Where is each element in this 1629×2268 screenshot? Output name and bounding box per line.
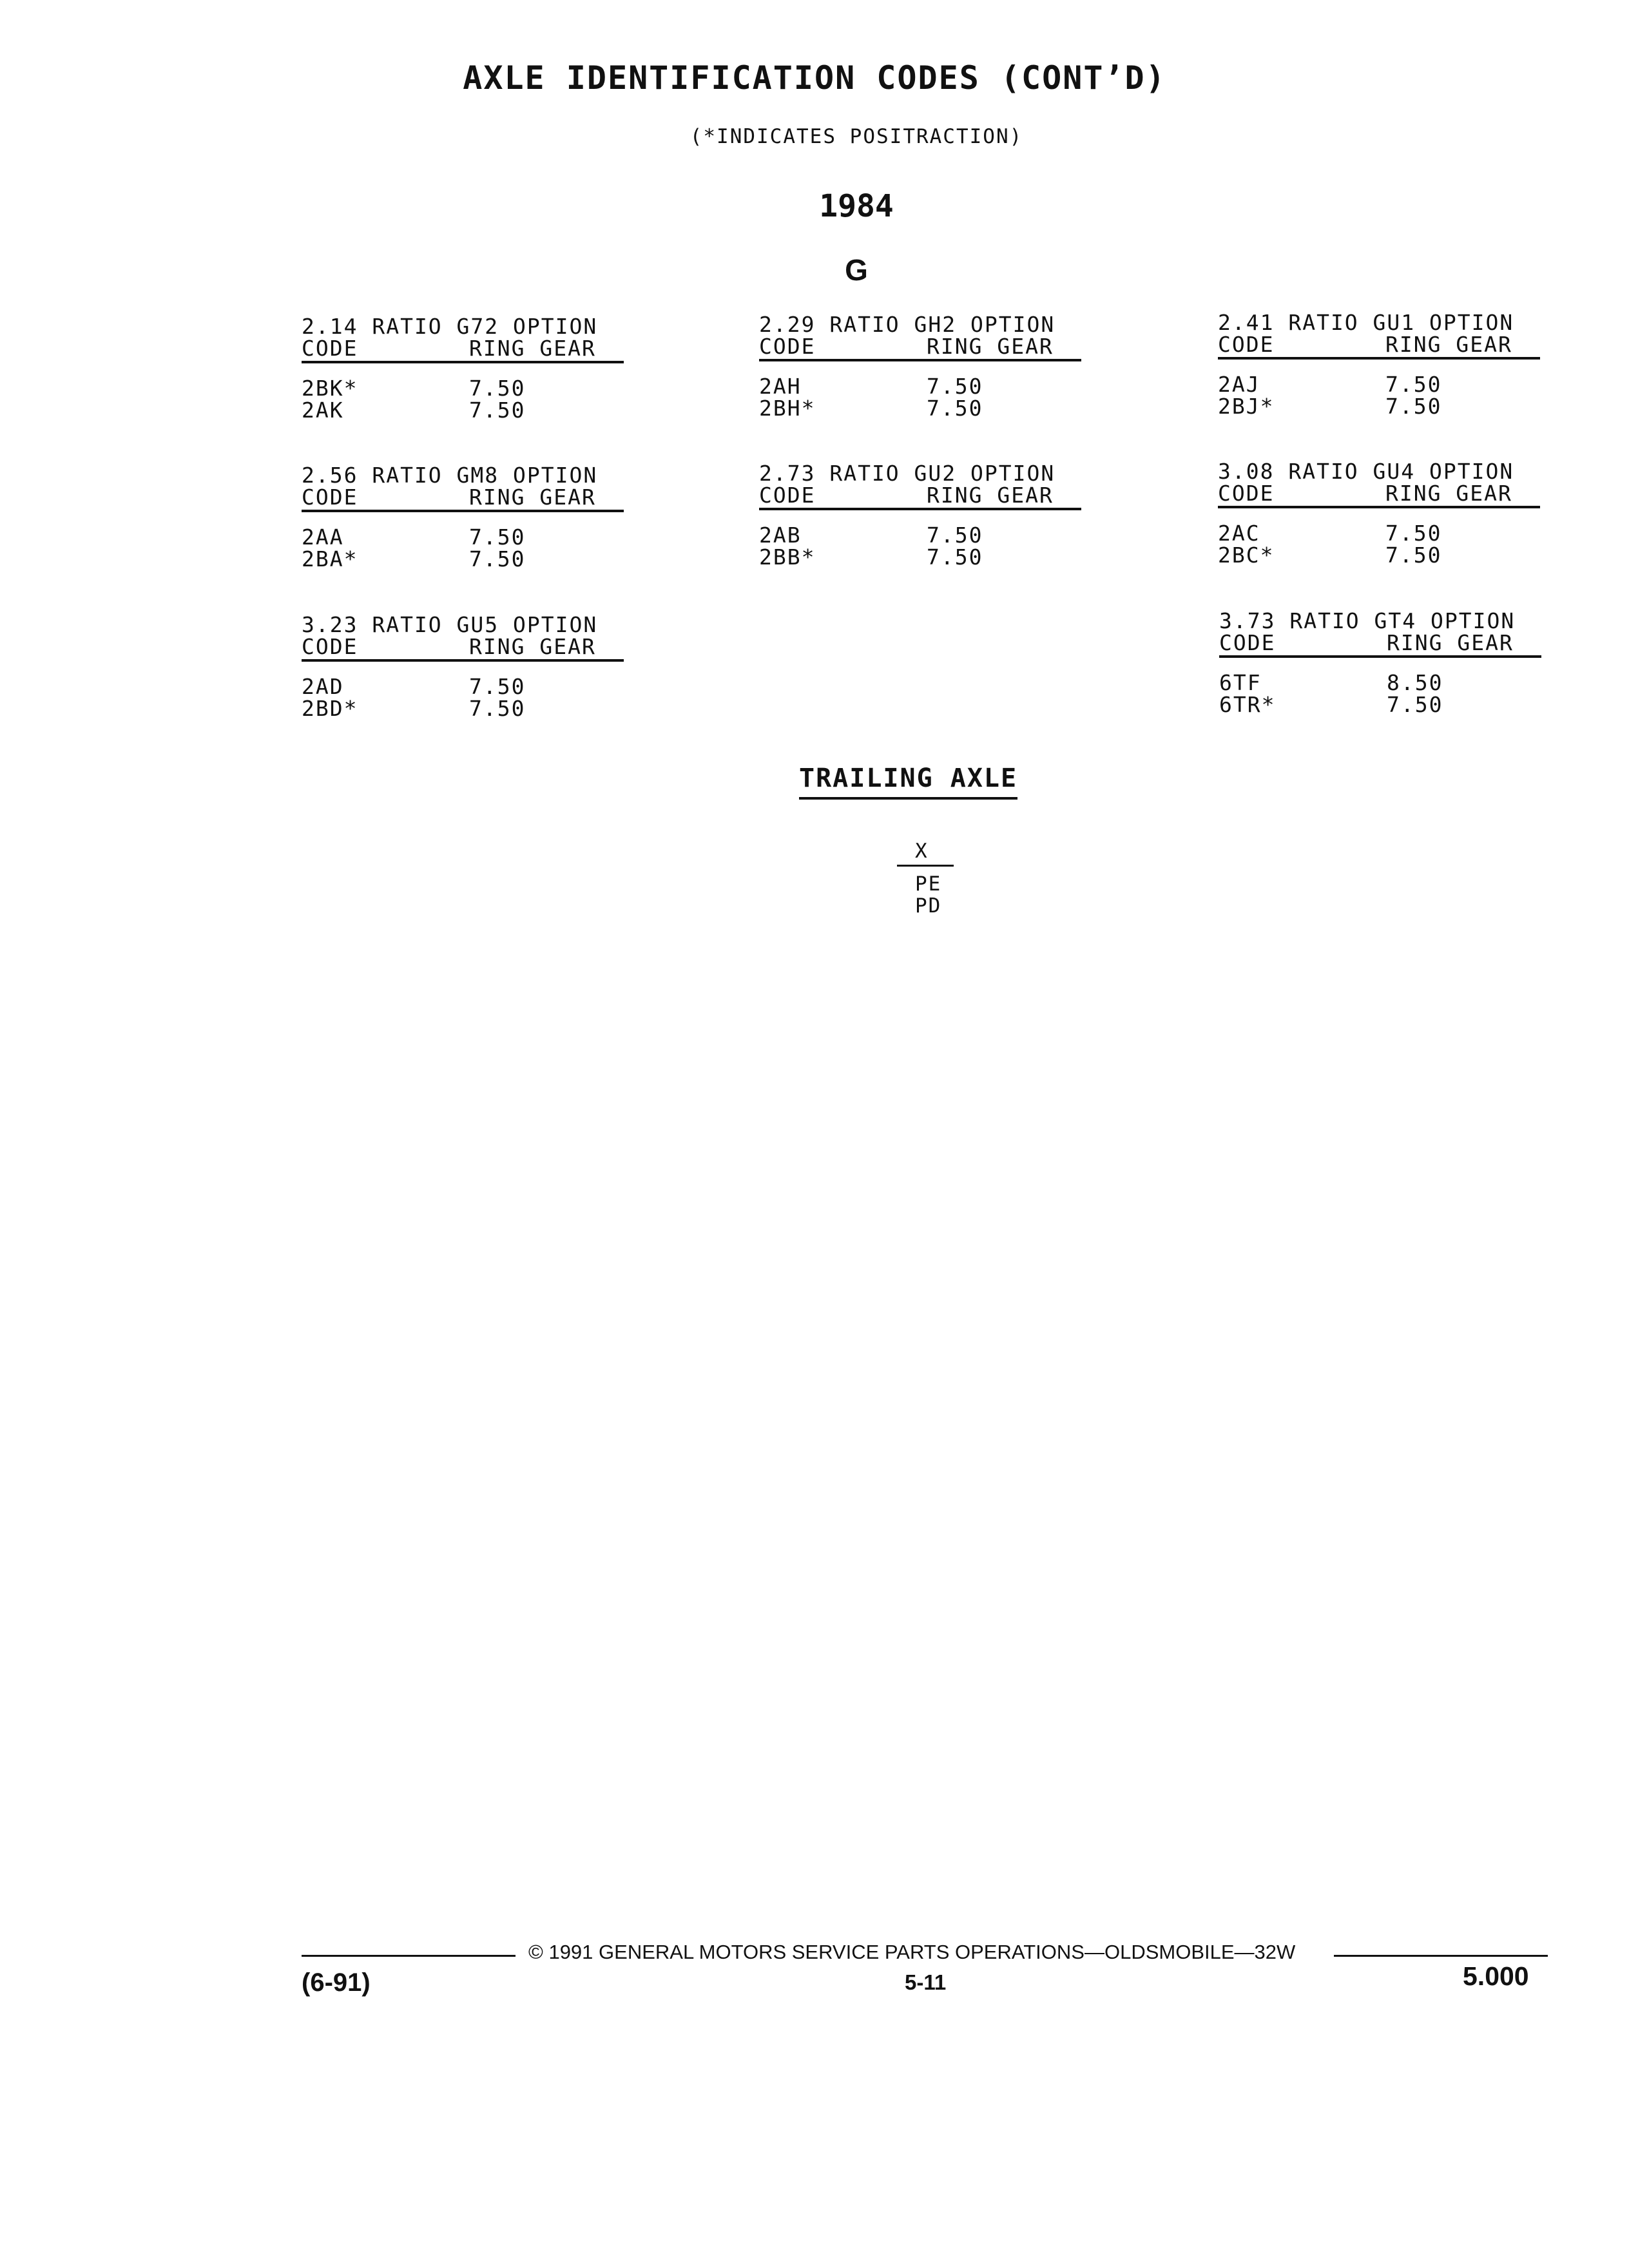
table-row — [302, 399, 624, 421]
code-cell: 6TR* — [1219, 692, 1276, 717]
gear-cell: 7.50 — [1385, 521, 1442, 546]
block-column-headers — [1219, 632, 1541, 658]
table-row — [302, 526, 624, 548]
axle-block-gt4 — [1219, 610, 1541, 716]
code-cell: 2AK — [302, 398, 344, 423]
block-column-headers — [302, 636, 624, 662]
ring-gear-header: RING GEAR — [1385, 332, 1512, 357]
page-title: AXLE IDENTIFICATION CODES (CONT’D) — [463, 59, 1166, 97]
block-column-headers — [302, 486, 624, 512]
gear-cell: 7.50 — [469, 376, 526, 401]
revision-date: (6-91) — [302, 1968, 371, 1997]
table-row — [759, 398, 1081, 419]
axle-block-gu5 — [302, 614, 624, 720]
ring-gear-header: RING GEAR — [469, 336, 596, 361]
gear-cell: 7.50 — [927, 374, 983, 399]
code-cell: 2BC* — [1218, 543, 1275, 568]
gear-cell: 8.50 — [1387, 670, 1443, 695]
gear-cell: 7.50 — [927, 396, 983, 421]
code-header: CODE — [1218, 481, 1275, 506]
footer-rule-left — [302, 1955, 516, 1957]
page-number: 5-11 — [905, 1970, 947, 1994]
list-item: PD — [915, 894, 942, 918]
code-header: CODE — [1218, 332, 1275, 357]
code-cell: 2BH* — [759, 396, 816, 421]
table-row — [302, 548, 624, 570]
model-year: 1984 — [819, 188, 894, 224]
gear-cell: 7.50 — [927, 544, 983, 570]
code-cell: 2AD — [302, 674, 344, 699]
code-cell: 2BJ* — [1218, 394, 1275, 419]
block-heading: 3.23 RATIO GU5 OPTION — [302, 612, 598, 637]
ring-gear-header: RING GEAR — [927, 334, 1054, 359]
code-cell: 2BD* — [302, 696, 358, 721]
code-header: CODE — [302, 485, 358, 510]
table-row — [759, 376, 1081, 398]
axle-block-g72 — [302, 316, 624, 421]
trailing-axle-heading: TRAILING AXLE — [799, 764, 1017, 800]
code-cell: 2AH — [759, 374, 802, 399]
block-column-headers — [1218, 483, 1540, 508]
block-column-headers — [759, 336, 1081, 361]
gear-cell: 7.50 — [1387, 692, 1443, 717]
table-row — [759, 546, 1081, 568]
table-row — [302, 698, 624, 720]
gear-cell: 7.50 — [1385, 372, 1442, 397]
gear-cell: 7.50 — [469, 524, 526, 550]
ring-gear-header: RING GEAR — [1387, 630, 1514, 655]
code-cell: 2AJ — [1218, 372, 1260, 397]
code-header: CODE — [759, 334, 816, 359]
code-cell: 2AC — [1218, 521, 1260, 546]
table-row — [1218, 544, 1540, 566]
block-column-headers — [759, 485, 1081, 510]
block-column-headers — [302, 338, 624, 363]
table-row — [302, 378, 624, 399]
model-letter: G — [845, 253, 868, 287]
table-row — [759, 524, 1081, 546]
copyright-line: © 1991 GENERAL MOTORS SERVICE PARTS OPERATIONS—OLDSMOBILE—32W — [528, 1941, 1296, 1963]
gear-cell: 7.50 — [469, 546, 526, 572]
block-heading: 3.73 RATIO GT4 OPTION — [1219, 608, 1516, 633]
gear-cell: 7.50 — [927, 523, 983, 548]
code-cell: 6TF — [1219, 670, 1262, 695]
code-cell: 2BB* — [759, 544, 816, 570]
code-cell: 2BA* — [302, 546, 358, 572]
positraction-note: (*INDICATES POSITRACTION) — [689, 125, 1023, 148]
axle-block-gu1 — [1218, 312, 1540, 418]
gear-cell: 7.50 — [469, 674, 526, 699]
list-item: PE — [915, 872, 942, 896]
trailing-axle-column-header: X — [897, 840, 954, 867]
table-row — [1218, 396, 1540, 418]
ring-gear-header: RING GEAR — [927, 483, 1054, 508]
gear-cell: 7.50 — [469, 696, 526, 721]
block-column-headers — [1218, 334, 1540, 360]
block-heading: 2.73 RATIO GU2 OPTION — [759, 461, 1055, 486]
ring-gear-header: RING GEAR — [1385, 481, 1512, 506]
axle-block-gu2 — [759, 463, 1081, 568]
code-cell: 2BK* — [302, 376, 358, 401]
block-heading: 2.29 RATIO GH2 OPTION — [759, 312, 1055, 337]
code-header: CODE — [302, 336, 358, 361]
table-row — [1218, 374, 1540, 396]
ring-gear-header: RING GEAR — [469, 634, 596, 659]
gear-cell: 7.50 — [1385, 543, 1442, 568]
block-heading: 2.41 RATIO GU1 OPTION — [1218, 310, 1514, 335]
axle-block-gu4 — [1218, 461, 1540, 566]
section-number: 5.000 — [1463, 1961, 1529, 1991]
table-row — [1218, 523, 1540, 544]
code-cell: 2AA — [302, 524, 344, 550]
block-heading: 2.56 RATIO GM8 OPTION — [302, 463, 598, 488]
gear-cell: 7.50 — [469, 398, 526, 423]
trailing-axle-column — [897, 840, 961, 917]
code-header: CODE — [302, 634, 358, 659]
gear-cell: 7.50 — [1385, 394, 1442, 419]
block-heading: 2.14 RATIO G72 OPTION — [302, 314, 598, 339]
code-header: CODE — [1219, 630, 1276, 655]
code-cell: 2AB — [759, 523, 802, 548]
table-row — [1219, 694, 1541, 716]
block-heading: 3.08 RATIO GU4 OPTION — [1218, 459, 1514, 484]
axle-block-gh2 — [759, 314, 1081, 419]
table-row — [1219, 672, 1541, 694]
table-row — [302, 676, 624, 698]
code-header: CODE — [759, 483, 816, 508]
footer-rule-right — [1334, 1955, 1548, 1957]
axle-block-gm8 — [302, 465, 624, 570]
ring-gear-header: RING GEAR — [469, 485, 596, 510]
